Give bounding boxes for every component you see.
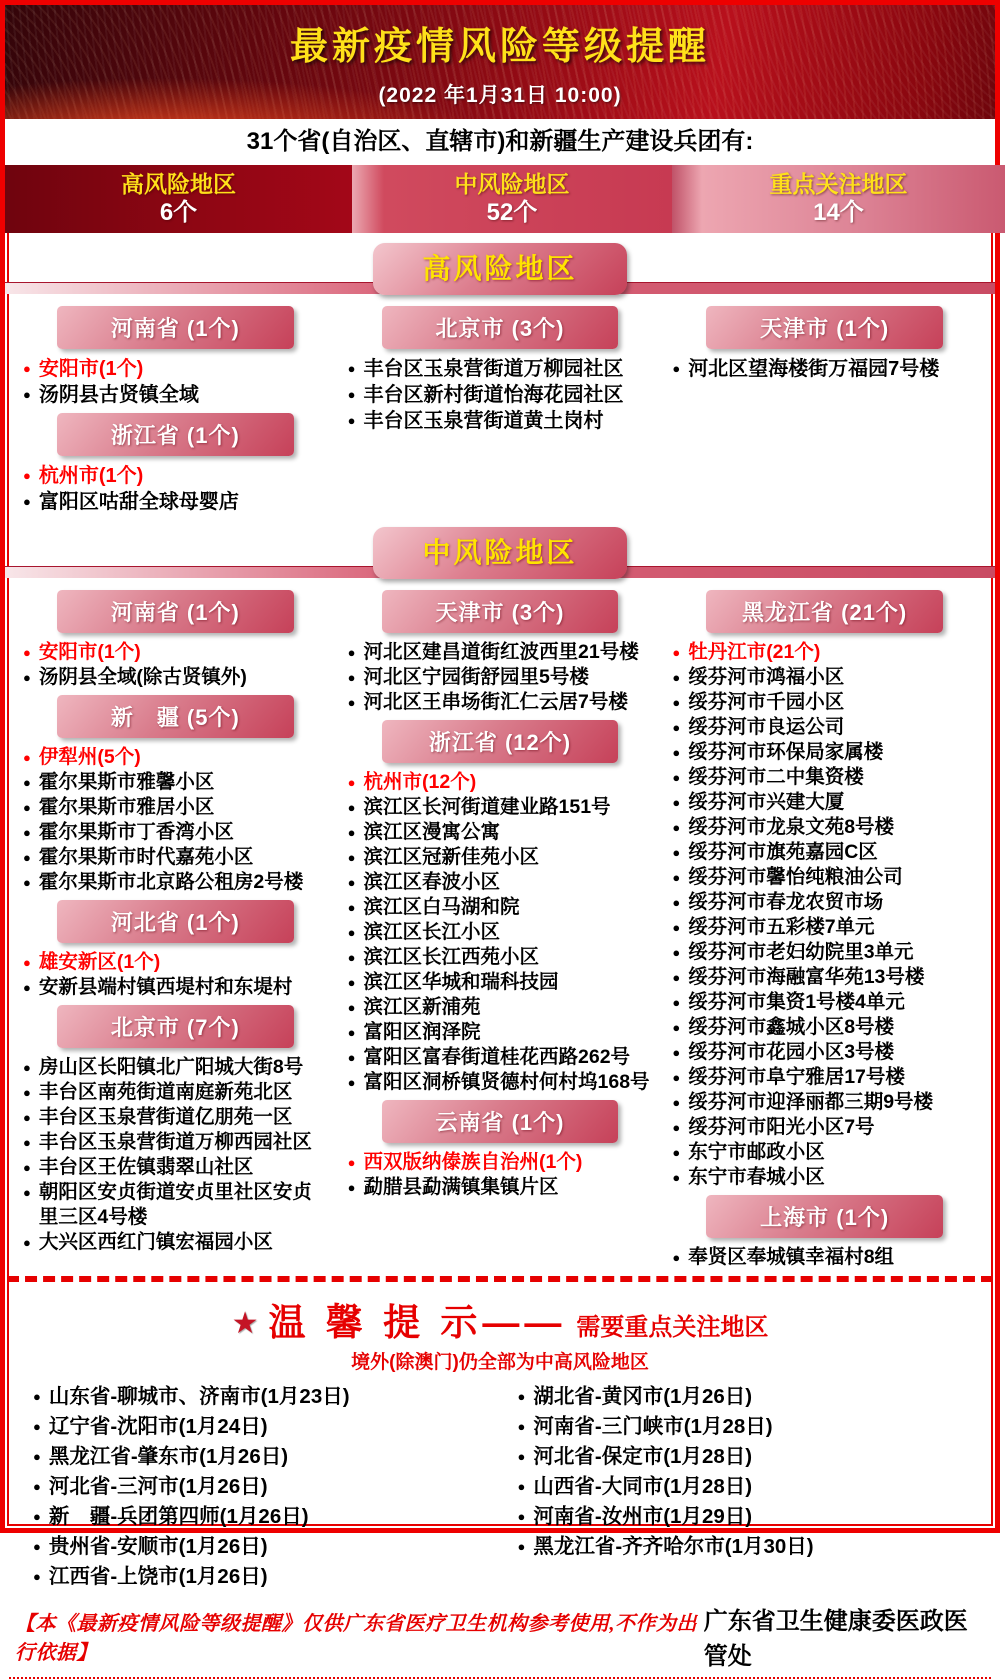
area-item xyxy=(346,945,655,970)
bullet-icon: ● xyxy=(672,870,681,885)
bullet-icon: ● xyxy=(23,1110,31,1125)
area-item-label: 滨江区冠新佳苑小区 xyxy=(363,846,540,868)
high-risk-columns xyxy=(5,295,995,517)
area-item xyxy=(21,845,330,870)
risk-column xyxy=(670,301,979,515)
area-item-label: 江西省-上饶市(1月26日) xyxy=(48,1565,268,1588)
area-item-label: 滨江区漫寓公寓 xyxy=(363,821,501,843)
area-item-label: 滨江区长河街道建业路151号 xyxy=(363,796,611,818)
area-item xyxy=(21,1080,330,1105)
bullet-icon: ● xyxy=(347,875,356,890)
area-item xyxy=(346,1045,655,1070)
area-item-label: 滨江区白马湖和院 xyxy=(363,896,520,918)
area-item-label: 绥芬河市馨怡纯粮油公司 xyxy=(688,866,903,888)
area-item xyxy=(346,690,655,715)
bullet-icon: ● xyxy=(672,745,681,760)
bullet-icon: ● xyxy=(23,1135,31,1150)
area-item-label: 绥芬河市环保局家属楼 xyxy=(688,741,884,763)
area-item xyxy=(21,770,330,795)
area-item xyxy=(516,1382,977,1412)
bullet-icon: ● xyxy=(23,875,31,890)
area-item-label: 奉贤区奉城镇幸福村8组 xyxy=(688,1246,895,1268)
area-item-label: 滨江区新浦苑 xyxy=(363,996,481,1018)
area-item xyxy=(516,1472,977,1502)
area-item-label: 黑龙江省-肇东市(1月26日) xyxy=(48,1445,289,1468)
area-item-label: 滨江区华城和瑞科技园 xyxy=(363,971,559,993)
area-item-label: 勐腊县勐满镇集镇片区 xyxy=(363,1176,559,1198)
area-item-label: 绥芬河市五彩楼7单元 xyxy=(688,916,875,938)
area-item-label: 牡丹江市(21个) xyxy=(688,641,821,663)
bullet-icon: ● xyxy=(23,800,31,815)
high-risk-section-header xyxy=(5,238,995,295)
area-item-label: 新 疆-兵团第四师(1月26日) xyxy=(48,1505,309,1528)
area-item xyxy=(346,920,655,945)
area-item-label: 绥芬河市春龙农贸市场 xyxy=(688,891,884,913)
bullet-icon: ● xyxy=(672,695,681,710)
bullet-icon: ● xyxy=(672,1070,681,1085)
area-item xyxy=(516,1502,977,1532)
area-item xyxy=(21,870,330,895)
area-item-label: 绥芬河市兴建大厦 xyxy=(688,791,845,813)
stat-high-risk-label: 高风险地区 xyxy=(121,170,236,197)
bullet-icon: ● xyxy=(33,1539,41,1554)
area-item xyxy=(346,1175,655,1200)
area-item xyxy=(516,1442,977,1472)
area-item-label: 绥芬河市花园小区3号楼 xyxy=(688,1041,895,1063)
area-item-label: 绥芬河市良运公司 xyxy=(688,716,845,738)
bullet-icon: ● xyxy=(23,825,31,840)
footer-department: 广东省卫生健康委医政医管处 xyxy=(703,1608,968,1670)
area-item-label: 丰台区新村街道怡海花园社区 xyxy=(363,384,624,406)
area-item-label: 丰台区王佐镇翡翠山社区 xyxy=(38,1156,254,1178)
footer-disclaimer: 【本《最新疫情风险等级提醒》仅供广东省医疗卫生机构参考使用,不作为出行依据】 xyxy=(15,1613,697,1664)
area-item-label: 西双版纳傣族自治州(1个) xyxy=(363,1151,583,1173)
area-item xyxy=(346,1150,655,1175)
notice-left-column xyxy=(31,1382,516,1592)
bullet-icon: ● xyxy=(33,1419,41,1434)
bullet-icon: ● xyxy=(347,1075,356,1090)
area-item-label: 富阳区咕甜全球母婴店 xyxy=(38,491,239,513)
area-item xyxy=(670,765,979,790)
area-item-label: 霍尔果斯市雅居小区 xyxy=(38,796,215,818)
bullet-icon: ● xyxy=(23,980,31,995)
area-item-label: 山西省-大同市(1月28日) xyxy=(533,1475,753,1498)
area-item xyxy=(21,382,330,408)
area-item xyxy=(670,790,979,815)
area-item xyxy=(670,1040,979,1065)
area-item xyxy=(21,1230,330,1255)
area-item xyxy=(670,890,979,915)
bullet-icon: ● xyxy=(23,361,31,376)
bullet-icon: ● xyxy=(672,945,681,960)
bullet-icon: ● xyxy=(672,1170,681,1185)
bullet-icon: ● xyxy=(347,825,356,840)
area-item-label: 绥芬河市迎泽丽都三期9号楼 xyxy=(688,1091,934,1113)
bullet-icon: ● xyxy=(672,1045,681,1060)
bullet-icon: ● xyxy=(33,1509,41,1524)
area-item xyxy=(670,915,979,940)
bullet-icon: ● xyxy=(672,1145,681,1160)
area-item xyxy=(516,1412,977,1442)
bullet-icon: ● xyxy=(517,1509,526,1524)
footer xyxy=(9,1596,991,1679)
mid-risk-columns xyxy=(5,579,995,1272)
province-header: 河南省 (1个) xyxy=(57,306,293,349)
area-item-label: 绥芬河市鸿福小区 xyxy=(688,666,845,688)
area-item-label: 霍尔果斯市时代嘉苑小区 xyxy=(38,846,254,868)
area-item xyxy=(21,745,330,770)
area-item-label: 霍尔果斯市北京路公租房2号楼 xyxy=(38,871,304,893)
area-item xyxy=(670,1140,979,1165)
area-item xyxy=(346,770,655,795)
area-item-label: 贵州省-安顺市(1月26日) xyxy=(48,1535,268,1558)
bullet-icon: ● xyxy=(517,1389,526,1404)
area-item xyxy=(670,640,979,665)
area-item xyxy=(670,865,979,890)
area-item xyxy=(21,1180,330,1230)
area-item xyxy=(670,940,979,965)
area-item-label: 绥芬河市千园小区 xyxy=(688,691,845,713)
area-item xyxy=(346,870,655,895)
bullet-icon: ● xyxy=(672,1250,681,1265)
area-item xyxy=(31,1502,516,1532)
area-item-label: 河北省-三河市(1月26日) xyxy=(48,1475,268,1498)
bullet-icon: ● xyxy=(23,387,31,402)
province-header: 北京市 (7个) xyxy=(57,1005,293,1048)
mid-risk-section-header xyxy=(5,522,995,579)
area-item xyxy=(670,665,979,690)
notice-box xyxy=(5,1282,995,1594)
high-risk-section-title: 高风险地区 xyxy=(373,243,627,295)
area-item-label: 河南省-三门峡市(1月28日) xyxy=(533,1415,773,1438)
area-item-label: 丰台区南苑街道南庭新苑北区 xyxy=(38,1081,293,1103)
province-header: 河南省 (1个) xyxy=(57,590,293,633)
bullet-icon: ● xyxy=(23,1085,31,1100)
area-item-label: 绥芬河市鑫城小区8号楼 xyxy=(688,1016,895,1038)
bullet-icon: ● xyxy=(347,1180,356,1195)
bullet-icon: ● xyxy=(347,775,356,790)
area-item xyxy=(670,1015,979,1040)
intro-line: 31个省(自治区、直辖市)和新疆生产建设兵团有: xyxy=(5,119,995,165)
area-item xyxy=(21,463,330,489)
area-item-label: 绥芬河市集资1号楼4单元 xyxy=(688,991,905,1013)
area-item-label: 黑龙江省-齐齐哈尔市(1月30日) xyxy=(533,1535,814,1558)
area-item-label: 辽宁省-沈阳市(1月24日) xyxy=(48,1415,268,1438)
bullet-icon: ● xyxy=(23,750,31,765)
notice-title-suffix: 需要重点关注地区 xyxy=(576,1314,769,1341)
area-item xyxy=(31,1532,516,1562)
area-item xyxy=(21,1055,330,1080)
area-item-label: 滨江区长江小区 xyxy=(363,921,501,943)
bullet-icon: ● xyxy=(23,1060,31,1075)
area-item-label: 河北区建昌道街红波西里21号楼 xyxy=(363,641,639,663)
risk-stats-bar xyxy=(5,165,995,233)
risk-column xyxy=(670,585,979,1270)
bullet-icon: ● xyxy=(672,995,681,1010)
bullet-icon: ● xyxy=(347,413,356,428)
bullet-icon: ● xyxy=(347,695,356,710)
bullet-icon: ● xyxy=(672,820,681,835)
bullet-icon: ● xyxy=(347,1025,356,1040)
bullet-icon: ● xyxy=(347,925,356,940)
area-item xyxy=(21,640,330,665)
bullet-icon: ● xyxy=(672,795,681,810)
area-item-label: 河北区宁园街舒园里5号楼 xyxy=(363,666,589,688)
bullet-icon: ● xyxy=(23,645,31,660)
area-item xyxy=(346,1020,655,1045)
area-item xyxy=(31,1412,516,1442)
stat-high-risk xyxy=(5,165,352,233)
area-item xyxy=(21,665,330,690)
area-item xyxy=(670,1165,979,1190)
page-title: 最新疫情风险等级提醒 xyxy=(289,26,710,68)
area-item xyxy=(670,690,979,715)
area-item xyxy=(670,356,979,382)
area-item xyxy=(670,740,979,765)
bullet-icon: ● xyxy=(23,1185,31,1200)
bullet-icon: ● xyxy=(23,670,31,685)
notice-subtitle: 境外(除澳门)仍全部为中高风险地区 xyxy=(351,1352,649,1373)
area-item xyxy=(670,1065,979,1090)
area-item xyxy=(346,665,655,690)
area-item-label: 河南省-汝州市(1月29日) xyxy=(533,1505,753,1528)
bullet-icon: ● xyxy=(347,1155,356,1170)
bullet-icon: ● xyxy=(517,1479,526,1494)
province-header: 浙江省 (12个) xyxy=(382,720,618,763)
province-header: 云南省 (1个) xyxy=(382,1100,618,1143)
area-item xyxy=(21,1130,330,1155)
risk-column xyxy=(21,301,330,515)
bullet-icon: ● xyxy=(347,1000,356,1015)
area-item-label: 安新县端村镇西堤村和东堤村 xyxy=(38,976,293,998)
area-item-label: 汤阴县全域(除古贤镇外) xyxy=(38,666,247,688)
area-item-label: 绥芬河市老妇幼院里3单元 xyxy=(688,941,914,963)
area-item-label: 富阳区润泽院 xyxy=(363,1021,481,1043)
area-item-label: 绥芬河市阜宁雅居17号楼 xyxy=(688,1066,905,1088)
area-item-label: 霍尔果斯市丁香湾小区 xyxy=(38,821,234,843)
area-item xyxy=(21,975,330,1000)
bullet-icon: ● xyxy=(672,845,681,860)
area-item xyxy=(346,845,655,870)
area-item xyxy=(346,356,655,382)
notice-columns xyxy=(23,1374,977,1592)
bullet-icon: ● xyxy=(347,1050,356,1065)
area-item-label: 丰台区玉泉营街道亿朋苑一区 xyxy=(38,1106,293,1128)
area-item-label: 安阳市(1个) xyxy=(38,641,141,663)
area-item xyxy=(516,1532,977,1562)
bullet-icon: ● xyxy=(347,800,356,815)
stat-mid-risk-count: 52个 xyxy=(486,199,538,227)
bullet-icon: ● xyxy=(33,1449,41,1464)
bullet-icon: ● xyxy=(33,1569,41,1584)
bullet-icon: ● xyxy=(672,895,681,910)
area-item-label: 房山区长阳镇北广阳城大街8号 xyxy=(38,1056,304,1078)
area-item xyxy=(21,795,330,820)
province-header: 浙江省 (1个) xyxy=(57,413,293,456)
area-item xyxy=(346,995,655,1020)
province-header: 黑龙江省 (21个) xyxy=(706,590,942,633)
area-item-label: 山东省-聊城市、济南市(1月23日) xyxy=(48,1385,350,1408)
bullet-icon: ● xyxy=(347,975,356,990)
area-item-label: 大兴区西红门镇宏福园小区 xyxy=(38,1231,273,1253)
bullet-icon: ● xyxy=(672,1095,681,1110)
area-item-label: 丰台区玉泉营街道万柳西园社区 xyxy=(38,1131,312,1153)
area-item xyxy=(31,1562,516,1592)
bullet-icon: ● xyxy=(23,494,31,509)
bullet-icon: ● xyxy=(672,970,681,985)
area-item xyxy=(346,640,655,665)
area-item xyxy=(670,815,979,840)
area-item-label: 东宁市邮政小区 xyxy=(688,1141,825,1163)
risk-column xyxy=(346,585,655,1270)
area-item-label: 河北区望海楼街万福园7号楼 xyxy=(688,358,940,380)
area-item xyxy=(21,1105,330,1130)
area-item xyxy=(346,1070,655,1095)
area-item-label: 富阳区洞桥镇贤德村何村坞168号 xyxy=(363,1071,650,1093)
area-item-label: 霍尔果斯市雅馨小区 xyxy=(38,771,215,793)
area-item-label: 伊犁州(5个) xyxy=(38,746,141,768)
bullet-icon: ● xyxy=(347,361,356,376)
bullet-icon: ● xyxy=(23,1160,31,1175)
area-item-label: 杭州市(1个) xyxy=(38,465,144,487)
area-item xyxy=(346,382,655,408)
area-item xyxy=(670,1115,979,1140)
area-item-label: 富阳区富春街道桂花西路262号 xyxy=(363,1046,631,1068)
bullet-icon: ● xyxy=(672,1120,681,1135)
province-header: 上海市 (1个) xyxy=(706,1195,942,1238)
area-item xyxy=(346,895,655,920)
notice-title-row xyxy=(23,1292,977,1346)
stat-watch-label: 重点关注地区 xyxy=(769,170,908,197)
area-item xyxy=(346,408,655,434)
high-risk-section xyxy=(5,233,995,517)
area-item xyxy=(31,1442,516,1472)
area-item-label: 绥芬河市龙泉文苑8号楼 xyxy=(688,816,895,838)
mid-risk-section xyxy=(5,517,995,1272)
area-item xyxy=(21,1155,330,1180)
bullet-icon: ● xyxy=(347,900,356,915)
area-item-label: 东宁市春城小区 xyxy=(688,1166,825,1188)
bullet-icon: ● xyxy=(517,1419,526,1434)
area-item xyxy=(21,950,330,975)
bullet-icon: ● xyxy=(347,387,356,402)
area-item-label: 湖北省-黄冈市(1月26日) xyxy=(533,1385,753,1408)
area-item-label: 绥芬河市二中集资楼 xyxy=(688,766,864,788)
stat-watch xyxy=(672,165,1005,233)
province-header: 北京市 (3个) xyxy=(382,306,618,349)
notice-right-column xyxy=(516,1382,977,1592)
area-item xyxy=(670,965,979,990)
area-item xyxy=(21,489,330,515)
bullet-icon: ● xyxy=(23,468,31,483)
stat-mid-risk xyxy=(352,165,672,233)
bullet-icon: ● xyxy=(347,670,356,685)
bullet-icon: ● xyxy=(347,950,356,965)
stat-watch-count: 14个 xyxy=(813,199,864,227)
area-item xyxy=(31,1472,516,1502)
area-item-label: 绥芬河市海融富华苑13号楼 xyxy=(688,966,925,988)
stat-high-risk-count: 6个 xyxy=(159,199,198,227)
bullet-icon: ● xyxy=(517,1449,526,1464)
header-banner xyxy=(5,5,995,119)
mid-risk-section-title: 中风险地区 xyxy=(373,527,627,579)
area-item xyxy=(21,356,330,382)
area-item xyxy=(346,970,655,995)
area-item-label: 绥芬河市阳光小区7号 xyxy=(688,1116,875,1138)
area-item xyxy=(670,715,979,740)
area-item-label: 绥芬河市旗苑嘉园C区 xyxy=(688,841,878,863)
bullet-icon: ● xyxy=(672,361,681,376)
province-header: 河北省 (1个) xyxy=(57,900,293,943)
area-item-label: 河北区王串场街汇仁云居7号楼 xyxy=(363,691,628,713)
area-item xyxy=(670,840,979,865)
area-item-label: 滨江区长江西苑小区 xyxy=(363,946,540,968)
province-header: 天津市 (3个) xyxy=(382,590,618,633)
bullet-icon: ● xyxy=(517,1539,526,1554)
area-item-label: 滨江区春波小区 xyxy=(363,871,501,893)
bullet-icon: ● xyxy=(672,670,681,685)
bullet-icon: ● xyxy=(672,920,681,935)
bullet-icon: ● xyxy=(672,770,681,785)
area-item xyxy=(670,1245,979,1270)
province-header: 新 疆 (5个) xyxy=(57,695,293,738)
province-header: 天津市 (1个) xyxy=(706,306,942,349)
risk-column xyxy=(346,301,655,515)
area-item-label: 安阳市(1个) xyxy=(38,358,144,380)
area-item-label: 杭州市(12个) xyxy=(363,771,477,793)
stat-mid-risk-label: 中风险地区 xyxy=(454,170,570,197)
issue-datetime: (2022 年1月31日 10:00) xyxy=(378,84,622,107)
star-icon: ★ xyxy=(231,1307,259,1340)
bullet-icon: ● xyxy=(23,850,31,865)
bullet-icon: ● xyxy=(672,1020,681,1035)
bullet-icon: ● xyxy=(672,720,681,735)
bullet-icon: ● xyxy=(347,645,356,660)
bullet-icon: ● xyxy=(23,1235,31,1250)
bullet-icon: ● xyxy=(347,850,356,865)
area-item-label: 汤阴县古贤镇全域 xyxy=(38,384,199,406)
area-item xyxy=(670,1090,979,1115)
area-item-label: 雄安新区(1个) xyxy=(38,951,161,973)
area-item xyxy=(346,795,655,820)
notice-title: 温 馨 提 示—— xyxy=(268,1302,567,1343)
area-item-label: 河北省-保定市(1月28日) xyxy=(533,1445,753,1468)
area-item xyxy=(21,820,330,845)
bullet-icon: ● xyxy=(33,1479,41,1494)
area-item-label: 丰台区玉泉营街道万柳园社区 xyxy=(363,358,624,380)
bullet-icon: ● xyxy=(23,955,31,970)
risk-column xyxy=(21,585,330,1270)
area-item-label: 丰台区玉泉营街道黄土岗村 xyxy=(363,410,604,432)
bullet-icon: ● xyxy=(23,775,31,790)
area-item-label: 朝阳区安贞街道安贞里社区安贞里三区4号楼 xyxy=(38,1181,312,1228)
area-item xyxy=(670,990,979,1015)
area-item xyxy=(346,820,655,845)
area-item xyxy=(31,1382,516,1412)
bullet-icon: ● xyxy=(672,645,681,660)
bullet-icon: ● xyxy=(33,1389,41,1404)
